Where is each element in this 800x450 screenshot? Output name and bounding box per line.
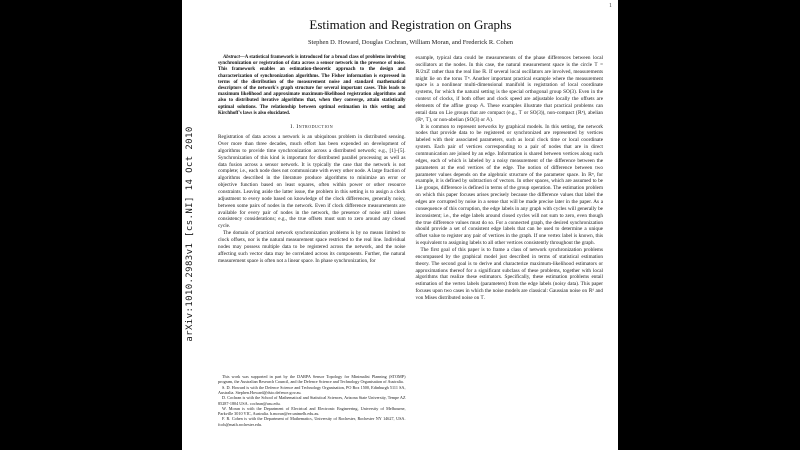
footnote-author-howard: S. D. Howard is with the Defence Science and Technology Organisation, PO Box 1500, Edinburgh 5111 SA, Australia. Stephen.Howard@dsto.defence.gov.au.: [218, 384, 406, 395]
intro-paragraph-2: The domain of practical network synchronization problems is by no means limited to clock offsets, nor is the natural measurement space restricted to the real line. Individual nodes may possess multiple data to be registered across the network, and the noise affecting such vector data may be correlated across its components. Further, the natural measurement space is often not a linear space. In phase synchronization, for: [218, 230, 406, 264]
footnote-author-moran: W. Moran is with the Department of Electrical and Electronic Engineering, University of Melbourne, Parkville 3010 VIC, Australia. b.moran@ee.unimelb.edu.au.: [218, 405, 406, 417]
left-column: [218, 55, 406, 427]
footnote-funding: This work was supported in part by the DARPA Sensor Topology for Minimalist Planning (STOMP) program, the Australian Research Council, and the Defence Science and Technology Organisation of Australia.: [218, 374, 406, 385]
footnote-block: [218, 370, 406, 427]
right-column: [416, 55, 604, 427]
page-number: 1: [609, 3, 612, 9]
abstract-paragraph: [218, 55, 406, 117]
intro-paragraph-3: It is common to represent networks by graphical models. In this setting, the network nodes that provide data to be registered or synchronized are represented by vertices labeled with their associated parameters, such as local clock time or local coordinate system. Each pair of vertices corresponding to a pair of nodes that are in direct communication are joined by an edge. Information is shared between vertices along such edges, each of which is labeled by a noisy measurement of the difference between the parameters at the end vertices of the edge. The notion of difference between two parameter values depends on the algebraic structure of the parameter space. In ℝⁿ, for example, it is defined by subtraction of vectors. In other spaces, which are assumed to be Lie groups, difference is defined in terms of the group operation. The estimation problem on which this paper focuses arises precisely because the difference values that label the edges are corrupted by noise in a sense that will be made precise later in the paper. As a consequence of this corruption, the edge labels in any graph with cycles will generally be inconsistent; i.e., the edge labels around closed cycles will not sum to zero, even though the true difference values must do so. For a connected graph, the desired synchronization should provide a set of consistent edge labels that can be used to determine a unique offset value to register any pair of vertices in the graph. If one vertex label is known, this is equivalent to assigning labels to all other vertices consistently throughout the graph.: [415, 123, 603, 247]
section-heading-introduction: I. Introduction: [290, 124, 334, 131]
abstract-text: A statistical framework is introduced for a broad class of problems involving synchronization or registration of data across a sensor network in the presence of noise. This framework enables an estimation-theoretic approach to the design and characterization of synchronization algorithms. The Fisher information is expressed in terms of the distribution of the measurement noise and standard mathematical descriptors of the network's graph structure for several important cases. This leads to maximum likelihood and approximate maximum-likelihood registration algorithms and also to distributed iterative algorithms that, when they converge, attain statistically optimal solutions. The relationship between optimal estimation in this setting and Kirchhoff's laws is also elucidated.: [218, 54, 406, 116]
abstract-label: Abstract—: [223, 54, 245, 60]
intro-paragraph-2-continued: example, typical data could be measurements of the phase differences between local oscillators at the nodes. In this case, the natural measurement space is the circle 𝕋 = ℝ/2πℤ rather than the real line ℝ. If several local oscillators are involved, measurements might lie on the torus 𝕋ⁿ. Another important practical example where the measurement space is a nonlinear multi-dimensional manifold is registration of local coordinate systems, for which the natural setting is the special orthogonal group SO(3). Even in the context of clocks, if both offset and clock speed are adjustable locally the offsets are elements of the affine group 𝔸. These examples illustrate that practical problems can entail data on Lie groups that are compact (e.g., 𝕋 or SO(3)), non-compact (ℝⁿ), abelian (ℝⁿ, 𝕋), or non-abelian (SO(3) or 𝔸).: [415, 54, 603, 123]
paper-authors: Stephen D. Howard, Douglas Cochran, William Moran, and Frederick R. Cohen: [308, 38, 513, 46]
footnote-author-cochran: D. Cochran is with the School of Mathematical and Statistical Sciences, Arizona State University, Tempe AZ 85287-1804 USA. cochran@asu.edu.: [218, 395, 406, 406]
intro-paragraph-4: The first goal of this paper is to frame a class of network synchronization problems encompassed by the graphical model just described in terms of statistical estimation theory. The second goal is to derive and characterize maximum-likelihood estimators or approximations thereof for a significant subclass of these problems, together with local algorithms that realize these estimators. Specifically, these estimation problems entail estimation of the vertex labels (parameters) from the edge labels (noisy data). This paper focuses upon two cases in which the noise models are classical: Gaussian noise on ℝᵈ and von Mises distributed noise on 𝕋.: [415, 247, 603, 302]
paper-title: Estimation and Registration on Graphs: [309, 17, 512, 32]
footnote-author-cohen: F. R. Cohen is with the Department of Mathematics, University of Rochester, Rochester NY 14627, USA. fcoh@math.rochester.edu.: [218, 416, 406, 427]
intro-paragraph-1: Registration of data across a network is an ubiquitous problem in distributed sensing. Over more than three decades, much effort has been expended on development of algorithms to provide time synchronization across a distributed network; e.g., [1]–[5]. Synchronization of this kind is important for distributed parallel processing as well as data fusion across a sensor network. It is typically the case that the network is not complete; i.e., each node does not communicate with every other node. A large fraction of algorithms described in the literature produce algorithms to minimize an error or objective function based on least squares, often within power or other resource constraints. Leaving aside the latter issue, the problem in this setting is to assign a clock adjustment to every node based on knowledge of the clock differences, generally noisy, between some pairs of nodes in the network. Even if clock difference measurements are available for every pair of nodes in the network, the presence of noise still raises consistency considerations; e.g., the true offsets must sum to zero around any closed cycle.: [218, 134, 406, 230]
two-column-body: [218, 55, 603, 427]
arxiv-identifier: arXiv:1010.2983v1 [cs.NI] 14 Oct 2010: [185, 126, 195, 342]
paper-page: [182, 0, 618, 450]
